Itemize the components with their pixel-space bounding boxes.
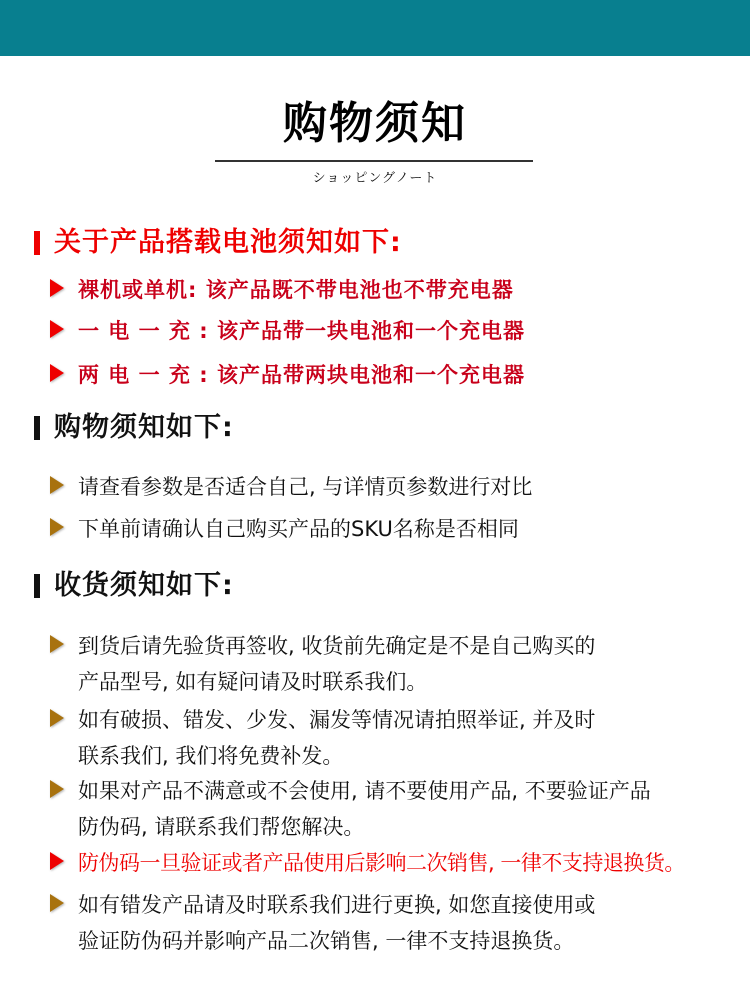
item-text: 如有破损、错发、少发、漏发等情况请拍照举证, 并及时 联系我们, 我们将免费补发。 (78, 708, 596, 768)
list-item-warning (50, 845, 685, 881)
item-text: 请查看参数是否适合自己, 与详情页参数进行对比 (78, 475, 533, 499)
list-item (50, 702, 595, 774)
section-shopping-heading (34, 411, 234, 445)
item-text: 到货后请先验货再签收, 收货前先确定是不是自己购买的 产品型号, 如有疑问请及时联系我们。 (78, 634, 596, 694)
item-text: 如果对产品不满意或不会使用, 请不要使用产品, 不要验证产品 防伪码, 请联系我们帮您解决。 (78, 779, 651, 839)
list-item (50, 272, 514, 308)
item-text: 下单前请确认自己购买产品的SKU名称是否相同 (78, 517, 519, 541)
list-item (50, 357, 525, 393)
page-title: 购物须知 (283, 98, 467, 149)
page-subtitle: ショッピングノート (312, 171, 438, 186)
triangle-bullet-icon (50, 518, 64, 536)
triangle-bullet-icon (50, 320, 64, 338)
triangle-bullet-icon (50, 364, 64, 382)
triangle-bullet-icon (50, 476, 64, 494)
section-heading-label: 购物须知如下: (54, 412, 234, 443)
list-item (50, 773, 651, 845)
list-item (50, 469, 532, 505)
list-item (50, 887, 595, 959)
triangle-bullet-icon (50, 709, 64, 727)
heading-bar-icon (34, 231, 40, 255)
section-receiving-heading (34, 569, 234, 603)
triangle-bullet-icon (50, 894, 64, 912)
title-divider (215, 160, 533, 162)
section-heading-label: 收货须知如下: (54, 570, 234, 601)
heading-bar-icon (34, 416, 40, 440)
item-text: 防伪码一旦验证或者产品使用后影响二次销售, 一律不支持退换货。 (78, 851, 685, 875)
item-text: 如有错发产品请及时联系我们进行更换, 如您直接使用或 验证防伪码并影响产品二次销售, 一律不支持退换货。 (78, 893, 596, 953)
top-banner (0, 0, 750, 56)
triangle-bullet-icon (50, 635, 64, 653)
item-text: 裸机或单机: 该产品既不带电池也不带充电器 (78, 278, 514, 302)
triangle-bullet-icon (50, 279, 64, 297)
item-text: 两 电 一 充 : 该产品带两块电池和一个充电器 (78, 363, 525, 387)
item-text: 一 电 一 充 : 该产品带一块电池和一个充电器 (78, 319, 525, 343)
list-item (50, 313, 525, 349)
list-item (50, 511, 519, 547)
triangle-bullet-icon (50, 780, 64, 798)
list-item (50, 628, 595, 700)
triangle-bullet-icon (50, 852, 64, 870)
section-heading-label: 关于产品搭载电池须知如下: (54, 227, 402, 258)
heading-bar-icon (34, 574, 40, 598)
section-battery-heading (34, 226, 402, 260)
